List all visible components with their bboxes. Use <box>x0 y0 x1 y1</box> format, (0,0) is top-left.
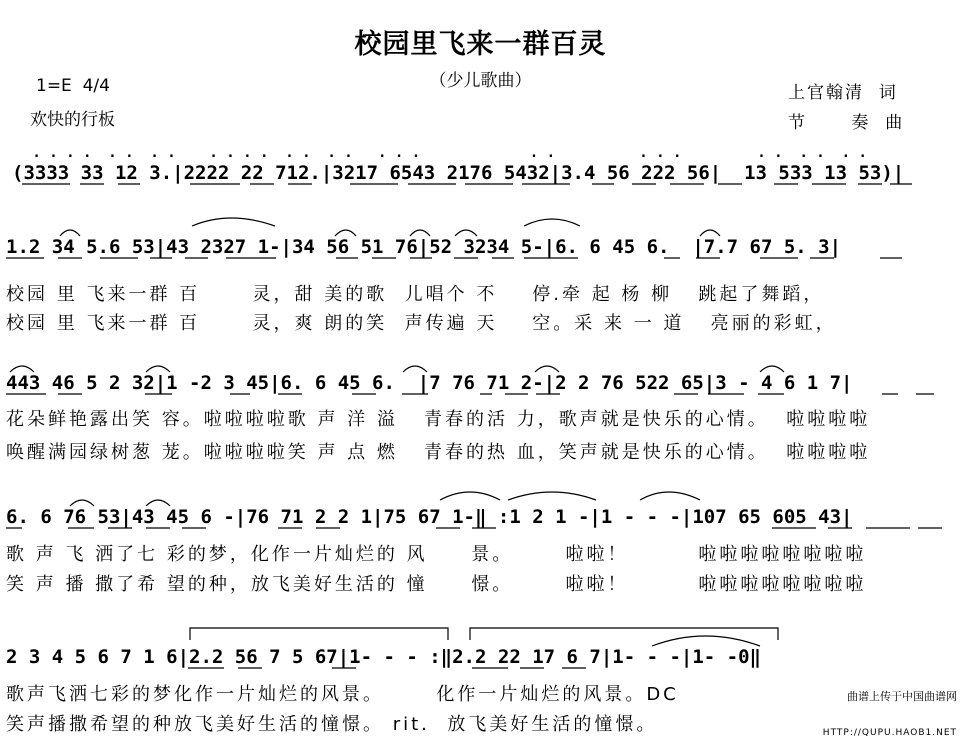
lyricist-credit: 上官翰清 词 <box>788 83 898 103</box>
song-subtitle: （少儿歌曲） <box>429 71 532 91</box>
site-url: HTTP://QUPU.HAOB1.NET <box>822 728 957 738</box>
composer-credit: 节 奏 曲 <box>788 113 905 133</box>
site-name: 曲谱上传于中国曲谱网 <box>847 690 957 703</box>
system-4-lyrics-verse-1: 歌声飞洒七彩的梦化作一片灿烂的风景。 化作一片灿烂的风景。DC <box>6 684 679 705</box>
system-2-lyrics-verse-1: 花朵鲜艳露出笑 容。啦啦啦啦歌 声 洋 溢 青春的活 力，歌声就是快乐的心情。 啦啦啦啦 <box>6 409 871 430</box>
system-2-lyrics-verse-2: 唤醒满园绿树葱 茏。啦啦啦啦笑 声 点 燃 青春的热 血，笑声就是快乐的心情。 啦啦啦啦 <box>6 442 871 463</box>
system-3-notation: 6. 6 76 53|43 45 6 -|76 71 2 2 1|75 67 1-‖ :1 2 1 -|1 - - -|107 65 605 43| <box>6 506 853 528</box>
intro-notation: (3333 33 12 3.|2222 22 712.|3217 6543 2176 5432|3.4 56 222 56| 13 533 13 53)| <box>12 162 905 184</box>
site-watermark <box>823 667 957 751</box>
system-4-notation: 2 3 4 5 6 7 1 6|2.2 56 7 5 67|1- - - :‖2.2 22 17 6 7|1- - -|1- -0‖ <box>6 646 761 668</box>
system-1-lyrics-verse-1: 校园 里 飞来一群 百 灵，甜 美的歌 儿唱个 不 停.牵 起 杨 柳 跳起了舞蹈， <box>6 284 825 305</box>
intro-octave-dots: . . . . . . . . . . . . . . . . . . . . . . . . . . . . . . <box>24 145 867 161</box>
system-4-lyrics-verse-2: 笑声播撒希望的种放飞美好生活的憧憬。 rit. 放飞美好生活的憧憬。 <box>6 714 658 735</box>
system-1-lyrics-verse-2: 校园 里 飞来一群 百 灵，爽 朗的笑 声传遍 天 空。采 来 一 道 亮丽的彩虹， <box>6 313 837 334</box>
song-title: 校园里飞来一群百灵 <box>354 29 607 60</box>
system-3-lyrics-verse-2: 笑 声 播 撒了希 望的种，放飞美好生活的 憧 憬。 啦啦！ 啦啦啦啦啦啦啦啦 <box>6 574 867 595</box>
system-3-lyrics-verse-1: 歌 声 飞 洒了七 彩的梦，化作一片灿烂的 风 景。 啦啦！ 啦啦啦啦啦啦啦啦 <box>6 544 867 565</box>
system-2-notation: 443 46 5 2 32|1 -2 3 45|6. 6 45 6. |7 76 71 2-|2 2 76 522 65|3 - 4 6 1 7| <box>6 372 853 394</box>
tempo-marking: 欢快的行板 <box>30 110 115 130</box>
key-signature: 1=E 4/4 <box>36 76 110 96</box>
system-1-notation: 1.2 34 5.6 53|43 2327 1-|34 56 51 76|52 3234 5-|6. 6 45 6. |7.7 67 5. 3| <box>6 236 842 258</box>
